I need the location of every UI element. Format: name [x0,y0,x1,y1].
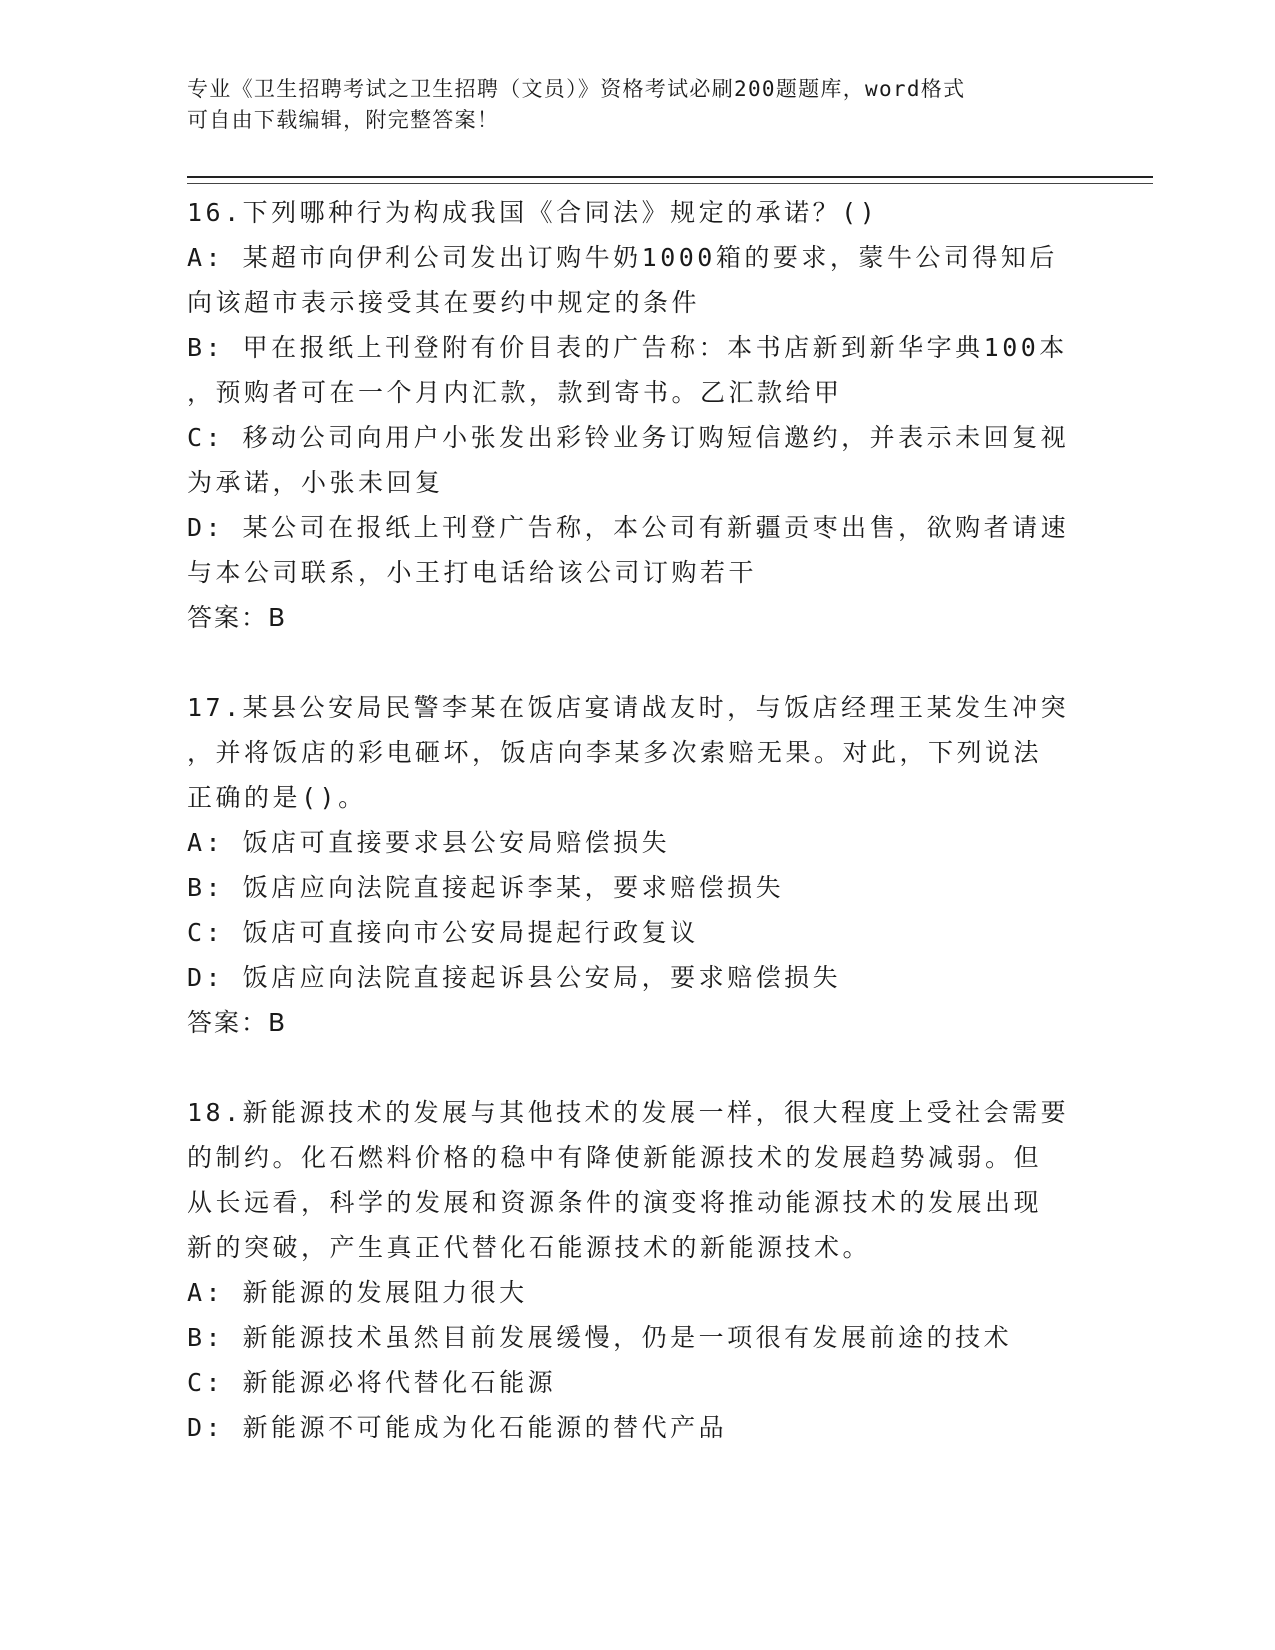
option-d-cont: 与本公司联系，小王打电话给该公司订购若干 [187,558,758,587]
answer: 答案：B [187,603,288,632]
option-c: C: 新能源必将代替化石能源 [187,1368,557,1397]
question-stem-cont: 正确的是()。 [187,783,367,812]
page-header [187,74,1067,136]
option-c-cont: 为承诺，小张未回复 [187,468,444,497]
question-stem: 18.新能源技术的发展与其他技术的发展一样，很大程度上受社会需要 [187,1098,1070,1127]
question-stem-cont: 从长远看，科学的发展和资源条件的演变将推动能源技术的发展出现 [187,1188,1043,1217]
option-d: D: 饭店应向法院直接起诉县公安局，要求赔偿损失 [187,963,842,992]
question-stem-cont: ，并将饭店的彩电砸坏，饭店向李某多次索赔无果。对此，下列说法 [187,738,1043,767]
spacer [187,1045,1107,1090]
option-b: B: 新能源技术虽然目前发展缓慢，仍是一项很有发展前途的技术 [187,1323,1013,1352]
option-a-cont: 向该超市表示接受其在要约中规定的条件 [187,288,701,317]
option-c: C: 移动公司向用户小张发出彩铃业务订购短信邀约，并表示未回复视 [187,423,1070,452]
question-stem-cont: 新的突破，产生真正代替化石能源技术的新能源技术。 [187,1233,872,1262]
header-divider [187,176,1153,178]
question-stem: 16.下列哪种行为构成我国《合同法》规定的承诺？() [187,198,879,227]
option-a: A: 某超市向伊利公司发出订购牛奶1000箱的要求，蒙牛公司得知后 [187,243,1058,272]
option-a: A: 饭店可直接要求县公安局赔偿损失 [187,828,671,857]
header-line: 专业《卫生招聘考试之卫生招聘（文员）》资格考试必刷200题题库，word格式 [187,77,966,101]
question-16 [187,190,1107,640]
question-stem: 17.某县公安局民警李某在饭店宴请战友时，与饭店经理王某发生冲突 [187,693,1070,722]
option-d: D: 某公司在报纸上刊登广告称，本公司有新疆贡枣出售，欲购者请速 [187,513,1070,542]
option-d: D: 新能源不可能成为化石能源的替代产品 [187,1413,728,1442]
question-17 [187,685,1107,1045]
header-line: 可自由下载编辑，附完整答案！ [187,108,500,132]
option-b: B: 饭店应向法院直接起诉李某，要求赔偿损失 [187,873,785,902]
option-a: A: 新能源的发展阻力很大 [187,1278,528,1307]
question-18 [187,1090,1107,1450]
question-list [187,190,1107,1450]
answer: 答案：B [187,1008,288,1037]
option-b: B: 甲在报纸上刊登附有价目表的广告称：本书店新到新华字典100本 [187,333,1068,362]
question-stem-cont: 的制约。化石燃料价格的稳中有降使新能源技术的发展趋势减弱。但 [187,1143,1043,1172]
option-c: C: 饭店可直接向市公安局提起行政复议 [187,918,699,947]
spacer [187,640,1107,685]
option-b-cont: ，预购者可在一个月内汇款，款到寄书。乙汇款给甲 [187,378,843,407]
header-divider-thin [187,183,1153,184]
